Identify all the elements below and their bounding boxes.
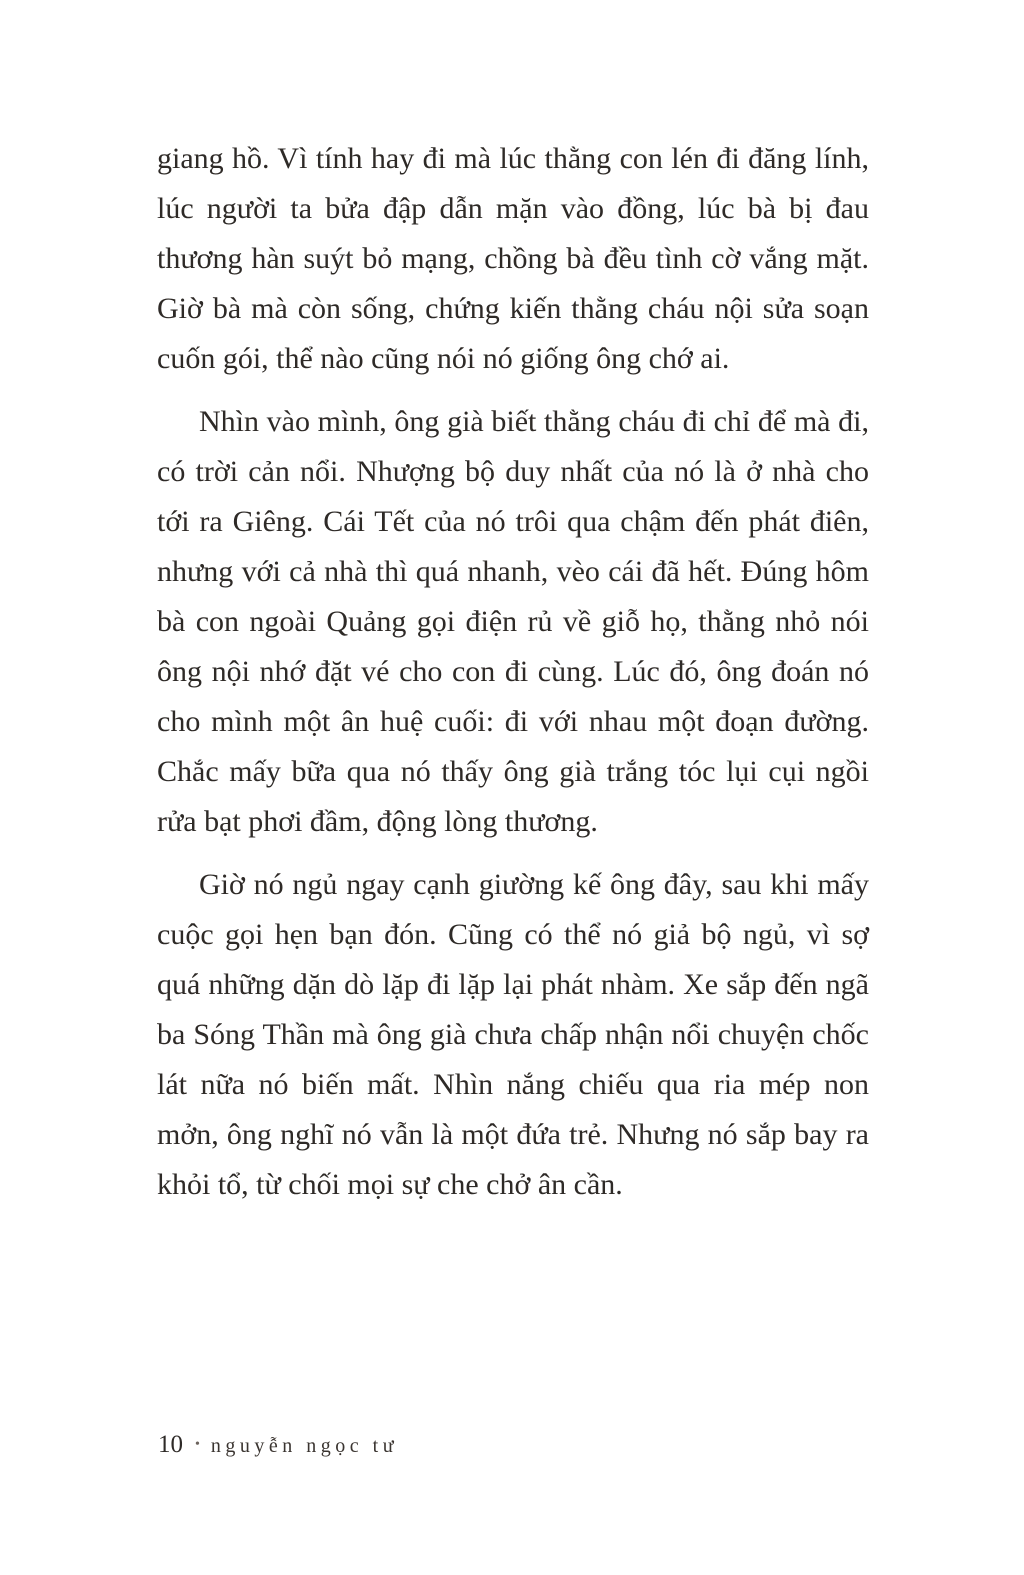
body-paragraph: Nhìn vào mình, ông già biết thằng cháu đi chỉ để mà đi, có trời cản nổi. Nhượng bộ duy nhất của nó là ở nhà cho tới ra Giêng. Cái Tết của nó trôi qua chậm đến phát điên, nhưng với cả nhà thì quá nhanh, vèo cái đã hết. Đúng hôm bà con ngoài Quảng gọi điện rủ về giỗ họ, thằng nhỏ nói ông nội nhớ đặt vé cho con đi cùng. Lúc đó, ông đoán nó cho mình một ân huệ cuối: đi với nhau một đoạn đường. Chắc mấy bữa qua nó thấy ông già trắng tóc lụi cụi ngồi rửa bạt phơi đầm, động lòng thương. xyxy=(157,405,869,838)
page-footer xyxy=(158,1431,398,1459)
running-footer-author: nguyễn ngọc tư xyxy=(210,1435,399,1457)
body-paragraph: giang hồ. Vì tính hay đi mà lúc thằng con lén đi đăng lính, lúc người ta bửa đập dẫn mặn vào đồng, lúc bà bị đau thương hàn suýt bỏ mạng, chồng bà đều tình cờ vắng mặt. Giờ bà mà còn sống, chứng kiến thằng cháu nội sửa soạn cuốn gói, thể nào cũng nói nó giống ông chớ ai. xyxy=(157,142,869,375)
footer-separator-bullet: • xyxy=(195,1437,200,1452)
body-paragraph: Giờ nó ngủ ngay cạnh giường kế ông đây, sau khi mấy cuộc gọi hẹn bạn đón. Cũng có thể nó giả bộ ngủ, vì sợ quá những dặn dò lặp đi lặp lại phát nhàm. Xe sắp đến ngã ba Sóng Thần mà ông già chưa chấp nhận nổi chuyện chốc lát nữa nó biến mất. Nhìn nắng chiếu qua ria mép non mởn, ông nghĩ nó vẫn là một đứa trẻ. Nhưng nó sắp bay ra khỏi tổ, từ chối mọi sự che chở ân cần. xyxy=(157,868,869,1201)
body-text xyxy=(157,134,869,1223)
page-number: 10 xyxy=(158,1431,183,1458)
